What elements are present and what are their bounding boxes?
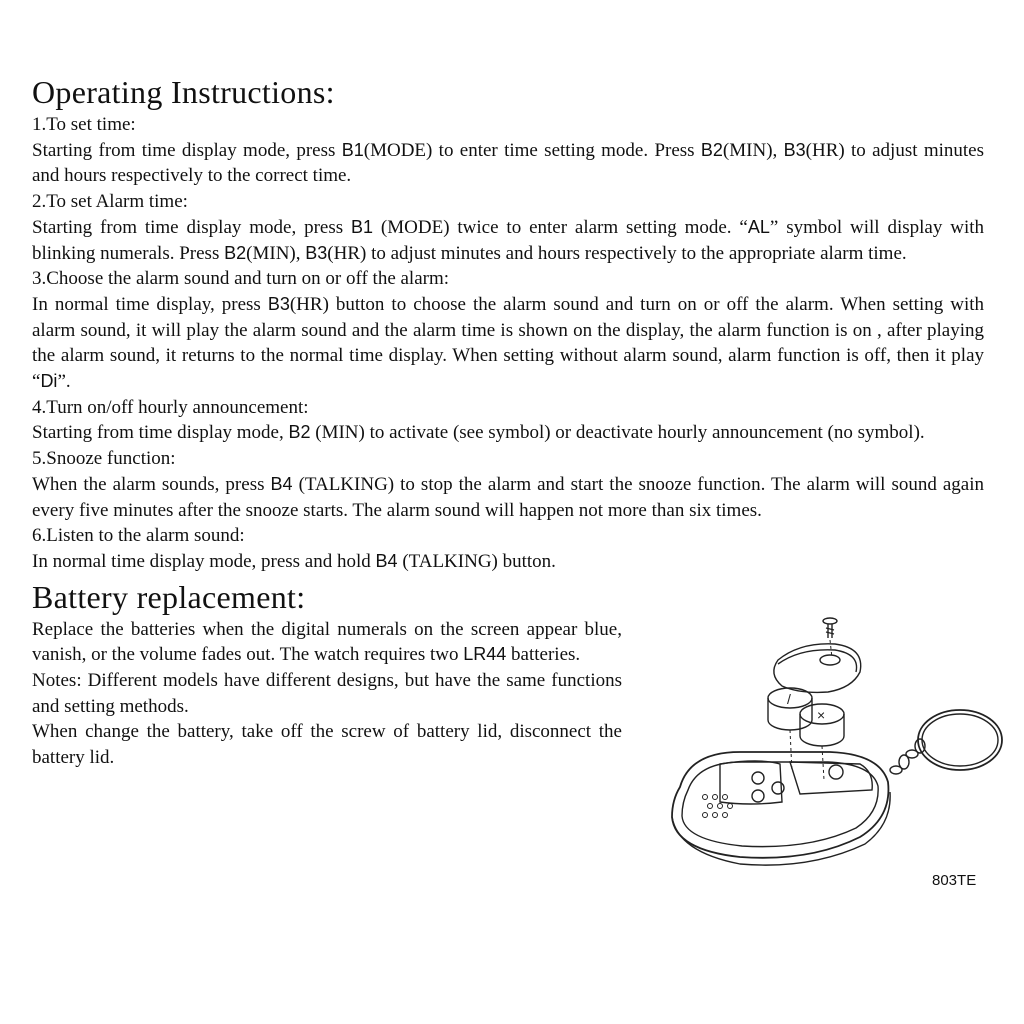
text-run: (MIN), [722,139,784,161]
section-heading: 4.Turn on/off hourly announcement: [32,396,309,418]
section-heading: 3.Choose the alarm sound and turn on or off the alarm: [32,268,450,290]
button-key-label: B3 [783,139,806,160]
section-body [32,420,984,446]
battery-paragraph [32,617,622,668]
section-heading: 5.Snooze function: [32,448,176,470]
button-key-label: LR44 [463,644,507,665]
battery-plus-symbol: × [817,707,826,723]
text-run: Starting from time display mode, press [32,139,342,161]
instruction-sections [32,112,984,575]
button-key-label: AL [747,216,770,237]
text-run: ”. [57,371,71,393]
battery-paragraph [32,719,622,770]
section-body [32,138,984,189]
button-key-label: B4 [270,473,293,494]
section-body [32,549,984,575]
button-key-label: Di [40,371,58,392]
battery-minus-symbol: / [787,691,791,707]
text-run: In normal time display, press [32,293,268,315]
text-run: Starting from time display mode, [32,422,289,444]
keychain-body-icon [672,752,890,865]
battery-lid-icon [774,644,861,693]
text-run: batteries. [506,644,581,666]
text-run: In normal time display mode, press and hold [32,550,376,572]
keychain-battery-illustration [660,612,1010,902]
button-key-label: B4 [375,550,398,571]
button-key-label: B2 [224,242,247,263]
model-label: 803TE [932,872,977,889]
text-run: (MODE) to enter time setting mode. Press [363,139,701,161]
page-title: Operating Instructions: [32,74,335,110]
section-body [32,292,984,395]
section-heading: 1.To set time: [32,114,136,135]
section-heading: 2.To set Alarm time: [32,191,188,213]
text-run: ” symbol will display with blinking numerals. Press [32,216,984,264]
button-key-label: B2 [288,422,311,443]
button-key-label: B3 [305,242,328,263]
text-run: (HR) to adjust minutes and hours respectively to the appropriate alarm time. [327,242,907,264]
screw-icon [823,618,837,638]
text-run: Notes: Different models have different designs, but have the same functions and setting methods. [32,670,622,717]
button-key-label: B1 [341,139,364,160]
text-run: When the alarm sounds, press [32,473,271,495]
button-key-label: B3 [267,293,290,314]
text-run: (TALKING) to stop the alarm and start the snooze function. The alarm will sound again every five minutes after the snooze starts. The alarm sound will happen not more than six times. [32,473,985,521]
button-key-label: B1 [351,216,374,237]
key-ring-icon [890,710,1002,774]
battery-cells-icon [768,688,844,746]
text-run: (HR) to adjust minutes and hours respectively to the correct time. [32,139,984,187]
text-run: (TALKING) button. [397,550,556,572]
battery-paragraph [32,668,622,719]
text-run: (MODE) twice to enter alarm setting mode. “ [373,216,748,238]
button-key-label: B2 [700,139,723,160]
text-run: (MIN), [246,242,306,264]
text-run: When change the battery, take off the screw of battery lid, disconnect the battery lid. [32,721,622,769]
text-run: Replace the batteries when the digital numerals on the screen appear blue, vanish, or the volume fades out. The watch requires two [32,618,622,666]
text-run: Starting from time display mode, press [32,216,352,238]
section-body [32,472,984,523]
text-run: (MIN) to activate (see symbol) or deactivate hourly announcement (no symbol). [310,422,925,444]
assembly-guide-lines [790,640,832,780]
battery-title: Battery replacement: [32,578,306,615]
section-heading: 6.Listen to the alarm sound: [32,525,245,547]
text-run: (HR) button to choose the alarm sound and turn on or off the alarm. When setting with alarm sound, it will play the alarm sound and the alarm time is shown on the display, the alarm function is on , after playing the alarm sound, it returns to the normal time display. When setting without alarm sound, alarm function is off, then it play “ [32,293,984,393]
section-body [32,215,984,266]
